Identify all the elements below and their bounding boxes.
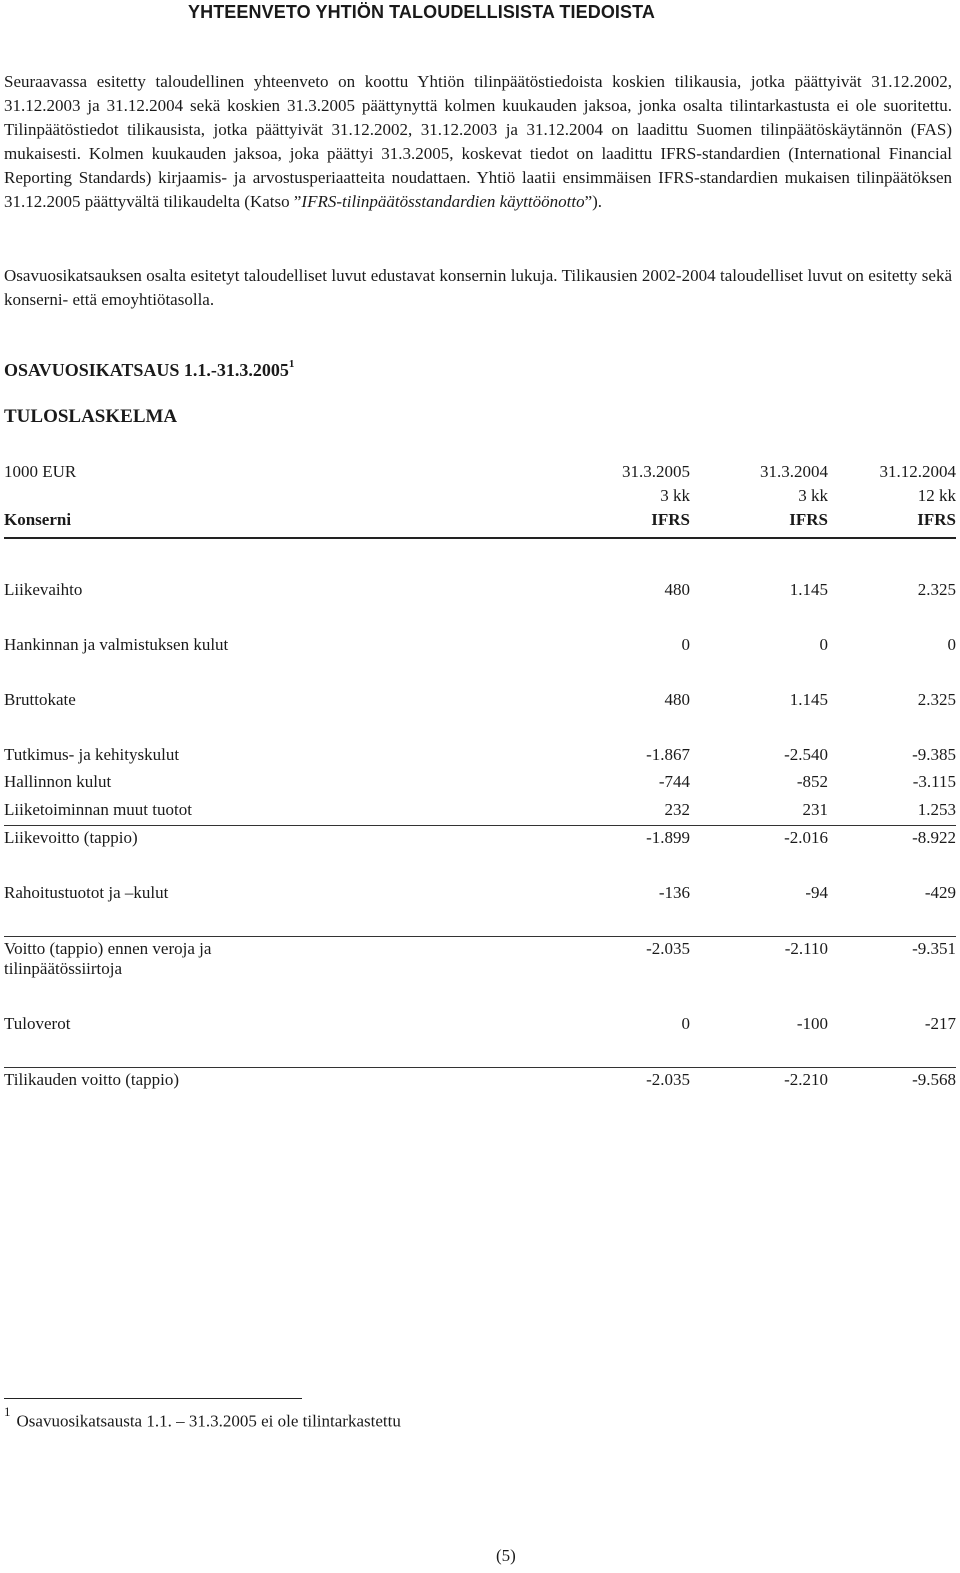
row-label: Bruttokate [4, 690, 76, 709]
header-date-3: 31.12.2004 [879, 462, 956, 481]
table-header-standards [4, 510, 956, 534]
row-value: -852 [796, 772, 828, 791]
table-title: TULOSLASKELMA [4, 406, 178, 427]
row-label: Liikevoitto (tappio) [4, 828, 138, 847]
row-value: 2.325 [917, 580, 956, 599]
row-value: -136 [658, 883, 690, 902]
row-value: 0 [681, 635, 690, 654]
row-value: -2.210 [784, 1070, 828, 1089]
subtotal-divider [4, 825, 956, 826]
intro-paragraph-2: Osavuosikatsauksen osalta esitetyt taloudelliset luvut edustavat konsernin lukuja. Tilikausien 2002-2004 taloudelliset luvut on esitetty sekä konserni- että emoyhtiötasolla. [4, 266, 952, 309]
row-value: -2.540 [784, 745, 828, 764]
row-label: Rahoitustuotot ja –kulut [4, 883, 169, 902]
row-label: Hankinnan ja valmistuksen kulut [4, 635, 229, 654]
row-value: -744 [658, 772, 690, 791]
row-value: 1.145 [789, 690, 828, 709]
header-date-2: 31.3.2004 [760, 462, 828, 481]
table-row [4, 800, 956, 824]
row-value: 1.145 [789, 580, 828, 599]
table-row [4, 690, 956, 714]
table-row [4, 635, 956, 659]
row-value: 232 [664, 800, 690, 819]
row-value: -8.922 [912, 828, 956, 847]
row-value: -9.351 [912, 939, 956, 958]
intro-text-italic-reference: IFRS-tilinpäätösstandardien käyttöönotto [301, 192, 585, 211]
footnote-text: Osavuosikatsausta 1.1. – 31.3.2005 ei ole tilintarkastettu [16, 1411, 401, 1431]
row-value: -2.035 [646, 939, 690, 958]
row-value: -2.016 [784, 828, 828, 847]
header-period-3: 12 kk [917, 486, 956, 505]
row-label [4, 939, 211, 979]
table-row [4, 745, 956, 769]
header-standard-3: IFRS [917, 510, 956, 529]
footnote [4, 1404, 401, 1432]
row-value: -2.110 [784, 939, 828, 958]
row-label: Tilikauden voitto (tappio) [4, 1070, 180, 1089]
row-label: Liikevaihto [4, 580, 83, 599]
row-value: 2.325 [917, 690, 956, 709]
row-label-line-1: Voitto (tappio) ennen veroja ja [4, 939, 212, 958]
section-title [4, 360, 294, 381]
row-value: 0 [681, 1014, 690, 1033]
row-label-line-2: tilinpäätössiirtoja [4, 959, 123, 978]
row-value: -2.035 [646, 1070, 690, 1089]
row-value: -1.867 [646, 745, 690, 764]
header-period-2: 3 kk [798, 486, 828, 505]
footnote-rule [4, 1398, 302, 1399]
table-row [4, 1014, 956, 1038]
row-value: -217 [924, 1014, 956, 1033]
row-value: 480 [664, 580, 690, 599]
table-row [4, 883, 956, 907]
row-label: Hallinnon kulut [4, 772, 112, 791]
page-number: (5) [496, 1546, 516, 1565]
row-value: -9.568 [912, 1070, 956, 1089]
intro-text-a: Seuraavassa esitetty taloudellinen yhteenveto on koottu Yhtiön tilinpäätöstiedoista koskien tilikausia, jotka päättyivät 31.12.2002, 31.12.2003 ja 31.12.2004 sekä koskien 31.3.2005 päättynyttä kolmen kuukauden jaksoa, jonka osalta tilintarkastusta ei ole suoritettu. Tilinpäätöstiedot tilikausista, jotka päättyivät 31.12.2002, 31.12.2003 ja 31.12.2004 on laadittu Suomen tilinpäätöskäytännön (FAS) mukaisesti. Kolmen kuukauden jaksoa, joka päättyi 31.3.2005, koskevat tiedot on laadittu IFRS-standardien (International Financial Reporting Standards) kirjaamis- ja arvostusperiaatteita noudattaen. Yhtiö laatii ensimmäisen IFRS-standardien mukaisen tilinpäätöksen 31.12.2005 päättyvältä tilikaudelta (Katso ” [4, 72, 952, 211]
header-period-1: 3 kk [660, 486, 690, 505]
header-divider [4, 537, 956, 539]
row-label: Liiketoiminnan muut tuotot [4, 800, 192, 819]
header-standard-1: IFRS [651, 510, 690, 529]
group-label: Konserni [4, 510, 72, 529]
table-row [4, 772, 956, 796]
total-divider [4, 1067, 956, 1068]
footnote-reference-mark: 1 [288, 358, 295, 370]
row-label: Tutkimus- ja kehityskulut [4, 745, 180, 764]
intro-paragraph-1 [4, 70, 952, 214]
table-header-dates [4, 462, 956, 486]
table-row [4, 1070, 956, 1094]
row-value: 231 [802, 800, 828, 819]
row-value: 480 [664, 690, 690, 709]
page-heading: YHTEENVETO YHTIÖN TALOUDELLISISTA TIEDOISTA [188, 2, 655, 22]
row-value: 0 [819, 635, 828, 654]
row-value: -94 [805, 883, 828, 902]
subtotal-divider [4, 936, 956, 937]
row-value: 0 [947, 635, 956, 654]
row-value: 1.253 [917, 800, 956, 819]
row-value: -1.899 [646, 828, 690, 847]
row-value: -429 [924, 883, 956, 902]
row-value: -3.115 [912, 772, 956, 791]
table-row [4, 580, 956, 604]
header-date-1: 31.3.2005 [622, 462, 690, 481]
table-row [4, 828, 956, 852]
table-header-periods [4, 486, 956, 510]
row-value: -100 [796, 1014, 828, 1033]
row-value: -9.385 [912, 745, 956, 764]
row-label: Tuloverot [4, 1014, 71, 1033]
unit-label: 1000 EUR [4, 462, 77, 481]
footnote-mark: 1 [4, 1404, 11, 1419]
table-row [4, 939, 956, 987]
header-standard-2: IFRS [789, 510, 828, 529]
section-title-text: OSAVUOSIKATSAUS 1.1.-31.3.2005 [4, 360, 289, 380]
intro-text-b: ”). [584, 192, 603, 211]
